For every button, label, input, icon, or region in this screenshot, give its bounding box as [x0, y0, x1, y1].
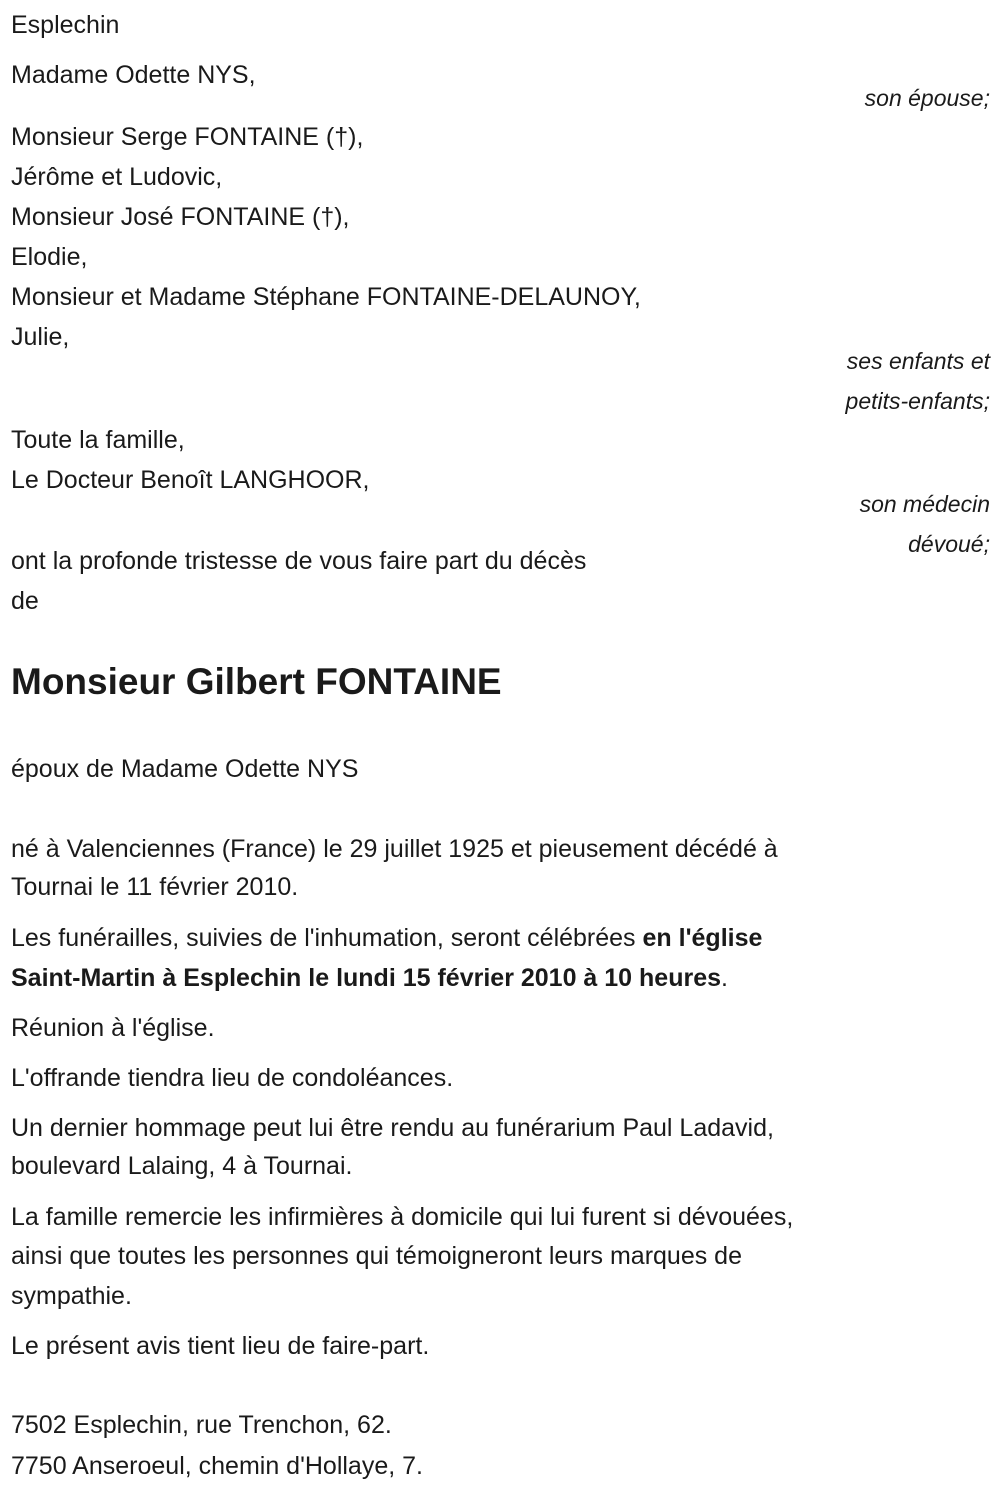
family-member: Madame Odette NYS,: [11, 61, 256, 89]
role-label: son épouse;: [864, 85, 990, 111]
note: Le présent avis tient lieu de faire-part.: [11, 1332, 430, 1360]
family-member: Toute la famille,: [11, 426, 185, 454]
note: ainsi que toutes les personnes qui témoigneront leurs marques de: [11, 1242, 742, 1270]
funeral-details: Saint-Martin à Esplechin le lundi 15 février 2010 à 10 heures: [11, 964, 722, 992]
family-member: Elodie,: [11, 243, 88, 271]
birth-death-line: Tournai le 11 février 2010.: [11, 873, 299, 901]
funeral-text: Les funérailles, suivies de l'inhumation, seront célébrées: [11, 924, 643, 952]
funeral-line: [11, 923, 762, 953]
address: 7502 Esplechin, rue Trenchon, 62.: [11, 1411, 392, 1439]
family-member: Le Docteur Benoît LANGHOOR,: [11, 466, 370, 494]
announcement: de: [11, 587, 39, 615]
note: Réunion à l'église.: [11, 1014, 215, 1042]
family-member: Julie,: [11, 323, 70, 351]
family-member: Monsieur José FONTAINE (†),: [11, 203, 350, 231]
family-member: Jérôme et Ludovic,: [11, 163, 223, 191]
spouse-line: époux de Madame Odette NYS: [11, 755, 359, 783]
address: 7750 Anseroeul, chemin d'Hollaye, 7.: [11, 1452, 423, 1480]
birth-death-line: né à Valenciennes (France) le 29 juillet 1925 et pieusement décédé à: [11, 835, 778, 863]
role-label: dévoué;: [908, 531, 990, 557]
announcement: ont la profonde tristesse de vous faire part du décès: [11, 547, 587, 575]
note: sympathie.: [11, 1282, 132, 1310]
location: Esplechin: [11, 11, 120, 39]
funeral-place: en l'église: [642, 924, 763, 952]
note: L'offrande tiendra lieu de condoléances.: [11, 1064, 454, 1092]
note: boulevard Lalaing, 4 à Tournai.: [11, 1152, 353, 1180]
role-label: ses enfants et: [846, 348, 990, 374]
funeral-suffix: .: [721, 964, 728, 992]
deceased-name: Monsieur Gilbert FONTAINE: [11, 661, 502, 702]
role-label: son médecin: [859, 491, 990, 517]
role-label: petits-enfants;: [845, 388, 990, 414]
funeral-line: [11, 963, 728, 993]
family-member: Monsieur et Madame Stéphane FONTAINE-DELAUNOY,: [11, 283, 641, 311]
note: Un dernier hommage peut lui être rendu au funérarium Paul Ladavid,: [11, 1114, 774, 1142]
note: La famille remercie les infirmières à domicile qui lui furent si dévouées,: [11, 1203, 794, 1231]
family-member: Monsieur Serge FONTAINE (†),: [11, 123, 364, 151]
